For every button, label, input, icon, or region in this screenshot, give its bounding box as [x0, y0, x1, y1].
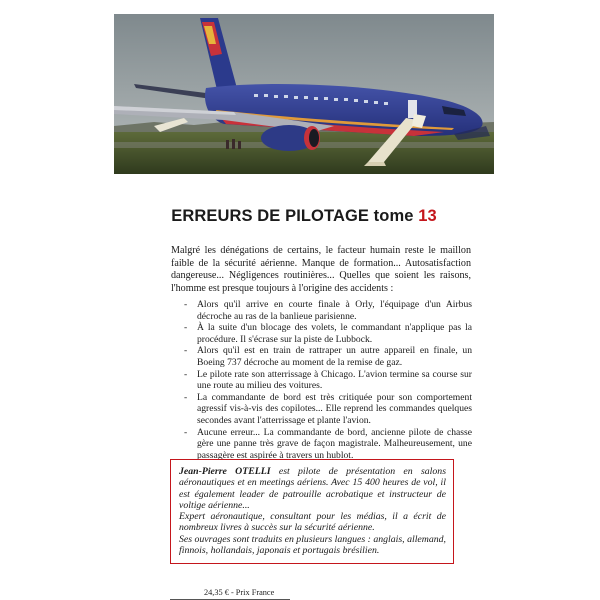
airplane-photo	[114, 14, 494, 174]
author-name: Jean-Pierre OTELLI	[179, 466, 271, 477]
author-bio-paragraph	[179, 466, 446, 511]
author-bio-3: Ses ouvrages sont traduits en plusieurs langues : anglais, allemand, finnois, hollandais, japonais et portugais brésilien.	[179, 533, 446, 557]
book-title	[114, 207, 494, 226]
intro-paragraph: Malgré les dénégations de certains, le facteur humain reste le maillon faible de la sécurité aérienne. Manque de formation... Autosatisfaction dangereuse... Négligences routinières... Quelles que soient les raisons, l'homme est presque toujours à l'origine des accidents :	[171, 245, 471, 294]
accident-list	[184, 299, 472, 461]
author-bio-box	[170, 459, 454, 564]
list-item: - Le pilote rate son atterrissage à Chicago. L'avion termine sa course sur une route au milieu des voitures.	[184, 369, 472, 392]
list-item: - La commandante de bord est très critiquée pour son comportement agressif vis-à-vis des copilotes... Elle reprend les commandes quelques secondes avant l'atterrissage et plante l'avion.	[184, 392, 472, 427]
airplane-illustration	[114, 14, 494, 174]
price-label: 24,35 € - Prix France	[204, 588, 275, 597]
volume-number: 13	[418, 207, 437, 225]
author-bio-1: est pilote de présentation en salons aéronautiques et en meetings aériens. Avec 15 400 heures de vol, il est également leader de patrouille acrobatique et instructeur de voltige aérienne...	[179, 466, 447, 511]
list-item: - Aucune erreur... La commandante de bord, ancienne pilote de chasse gère une panne très grave de façon magistrale. Malheureusement, une passagère est aspirée à travers un hublot.	[184, 427, 472, 462]
title-text: ERREURS DE PILOTAGE tome	[171, 207, 419, 225]
list-item: - Alors qu'il est en train de rattraper un autre appareil en finale, un Boeing 737 décroche au moment de la remise de gaz.	[184, 345, 472, 368]
book-back-cover	[114, 14, 494, 598]
list-item: - Alors qu'il arrive en courte finale à Orly, l'équipage d'un Airbus décroche au ras de la banlieue parisienne.	[184, 299, 472, 322]
list-item: - À la suite d'un blocage des volets, le commandant n'applique pas la procédure. Il s'écrase sur la piste de Lubbock.	[184, 322, 472, 345]
author-bio-2: Expert aéronautique, consultant pour les médias, il a écrit de nombreux livres à succès sur la sécurité aérienne.	[179, 511, 446, 534]
